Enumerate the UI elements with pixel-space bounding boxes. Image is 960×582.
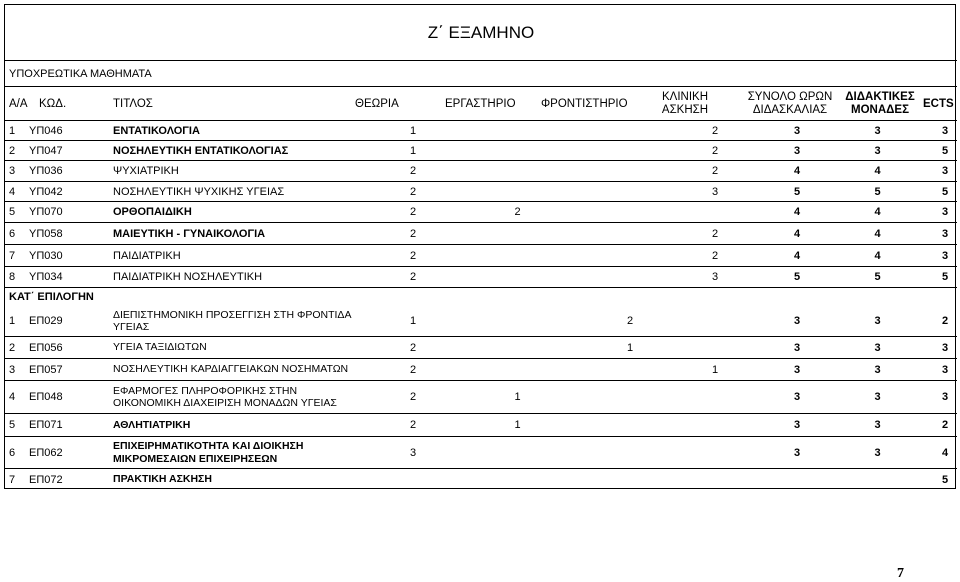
- value-theory: 2: [409, 419, 417, 431]
- table-row: [5, 245, 957, 267]
- header-clinical-line1: ΚΛΙΝΙΚΗ: [661, 90, 709, 103]
- value-tutorial: [615, 141, 645, 160]
- row-number: 5: [9, 419, 16, 431]
- value-units: [865, 469, 890, 490]
- table-row: [5, 359, 957, 381]
- table-row: [5, 381, 957, 414]
- value-ects: 3: [941, 363, 949, 376]
- value-clinical: 2: [711, 165, 719, 177]
- section-required-label: ΥΠΟΧΡΕΩΤΙΚΑ ΜΑΘΗΜΑΤΑ: [9, 67, 152, 80]
- course-title: [113, 359, 363, 380]
- course-title-line1: ΥΓΕΙΑ ΤΑΞΙΔΙΩΤΩΝ: [113, 341, 207, 354]
- value-units: 3: [874, 363, 881, 376]
- course-title: ΟΡΘΟΠΑΙΔΙΚΗ: [113, 206, 192, 218]
- value-total: 3: [793, 419, 801, 431]
- course-title-line1: ΔΙΕΠΙΣΤΗΜΟΝΙΚΗ ΠΡΟΣΕΓΓΙΣΗ ΣΤΗ ΦΡΟΝΤΙΔΑ: [113, 308, 352, 321]
- value-clinical: [705, 437, 725, 468]
- value-lab: [505, 161, 530, 181]
- value-units: 4: [874, 206, 881, 218]
- table-row: [5, 437, 957, 469]
- value-ects: 5: [941, 185, 949, 198]
- value-tutorial: [615, 223, 645, 244]
- value-lab: [505, 469, 530, 490]
- course-title: ΝΟΣΗΛΕΥΤΙΚΗ ΨΥΧΙΚΗΣ ΥΓΕΙΑΣ: [113, 185, 285, 198]
- course-title: ΜΑΙΕΥΤΙΚΗ - ΓΥΝΑΙΚΟΛΟΓΙΑ: [113, 227, 266, 240]
- value-tutorial: 2: [626, 315, 634, 327]
- header-lab: ΕΡΓΑΣΤΗΡΙΟ: [445, 97, 516, 110]
- header-code: ΚΩΔ.: [39, 97, 67, 110]
- section-elective-row: [5, 288, 957, 306]
- value-total: [782, 469, 812, 490]
- value-clinical: [705, 306, 725, 336]
- row-number: 1: [9, 315, 16, 327]
- course-code: ΥΠ034: [29, 271, 63, 283]
- value-lab: [505, 306, 530, 336]
- value-units: 3: [874, 341, 881, 354]
- course-code: ΥΠ070: [29, 206, 63, 218]
- value-total: 4: [793, 206, 801, 218]
- value-total: 3: [793, 144, 801, 157]
- section-elective-label: ΚΑΤ΄ ΕΠΙΛΟΓΗΝ: [9, 291, 94, 303]
- row-number: 1: [9, 124, 16, 137]
- row-number: 4: [9, 185, 16, 198]
- row-number: 2: [9, 144, 16, 157]
- course-code: ΥΠ047: [29, 144, 63, 157]
- header-units-line1: ΔΙΔΑΚΤΙΚΕΣ: [845, 90, 915, 103]
- value-units: 5: [874, 185, 881, 198]
- course-code: ΥΠ036: [29, 165, 63, 177]
- value-tutorial: [615, 414, 645, 436]
- value-theory: 1: [409, 144, 417, 157]
- row-number: 7: [9, 249, 16, 262]
- course-title-line2: ΜΙΚΡΟΜΕΣΑΙΩΝ ΕΠΙΧΕΙΡΗΣΕΩΝ: [113, 452, 278, 465]
- row-number: 6: [9, 227, 16, 240]
- value-lab: [505, 437, 530, 468]
- value-theory: 2: [409, 227, 417, 240]
- header-course: ΤΙΤΛΟΣ: [113, 97, 153, 110]
- value-units: 3: [874, 446, 881, 459]
- value-clinical: 2: [711, 249, 719, 262]
- header-total-line2: ΔΙΔΑΣΚΑΛΙΑΣ: [752, 103, 828, 116]
- course-code: ΕΠ029: [29, 315, 63, 327]
- value-units: 3: [874, 124, 881, 137]
- value-tutorial: [615, 182, 645, 201]
- value-total: 3: [793, 315, 801, 327]
- value-lab: 2: [514, 206, 521, 218]
- value-ects: 3: [941, 391, 949, 403]
- row-number: 3: [9, 165, 16, 177]
- header-tutorial: ΦΡΟΝΤΙΣΤΗΡΙΟ: [541, 97, 628, 110]
- value-ects: 5: [941, 144, 949, 157]
- value-clinical: [705, 202, 725, 222]
- table-row: [5, 141, 957, 161]
- value-clinical: [705, 381, 725, 413]
- value-clinical: 1: [711, 363, 719, 376]
- row-number: 4: [9, 391, 16, 403]
- course-title: [113, 381, 363, 413]
- header-clinical-line2: ΑΣΚΗΣΗ: [661, 103, 709, 116]
- course-code: ΕΠ072: [29, 473, 63, 486]
- table-row: [5, 202, 957, 223]
- course-title: [113, 337, 363, 358]
- value-units: 3: [874, 419, 881, 431]
- value-total: 4: [793, 227, 801, 240]
- value-total: 3: [793, 341, 801, 354]
- table-row: [5, 469, 957, 490]
- course-code: ΥΠ042: [29, 185, 63, 198]
- value-lab: [505, 141, 530, 160]
- value-tutorial: 1: [626, 341, 634, 354]
- row-number: 8: [9, 271, 16, 283]
- row-number: 7: [9, 473, 16, 486]
- value-clinical: 2: [711, 144, 719, 157]
- header-total: [735, 87, 845, 120]
- semester-table: [4, 4, 956, 489]
- value-ects: 3: [941, 206, 949, 218]
- course-title: ΠΑΙΔΙΑΤΡΙΚΗ: [113, 249, 181, 262]
- table-row: [5, 182, 957, 202]
- value-ects: 5: [941, 271, 949, 283]
- value-lab: [505, 182, 530, 201]
- course-title-line2: ΟΙΚΟΝΟΜΙΚΗ ΔΙΑΧΕΙΡΙΣΗ ΜΟΝΑΔΩΝ ΥΓΕΙΑΣ: [113, 397, 337, 409]
- value-clinical: 2: [711, 124, 719, 137]
- value-ects: 3: [941, 341, 949, 354]
- column-header-row: [5, 87, 957, 121]
- value-clinical: 3: [711, 271, 719, 283]
- value-ects: 3: [941, 124, 949, 137]
- table-row: [5, 306, 957, 337]
- course-code: ΥΠ046: [29, 124, 63, 137]
- value-clinical: 2: [711, 227, 719, 240]
- value-lab: [505, 223, 530, 244]
- value-lab: [505, 121, 530, 140]
- value-lab: [505, 245, 530, 266]
- value-theory: 1: [409, 124, 417, 137]
- value-tutorial: [615, 381, 645, 413]
- course-title-line1: ΝΟΣΗΛΕΥΤΙΚΗ ΚΑΡΔΙΑΓΓΕΙΑΚΩΝ ΝΟΣΗΜΑΤΩΝ: [113, 363, 349, 376]
- table-row: [5, 223, 957, 245]
- value-theory: 2: [409, 271, 417, 283]
- course-title: ΠΑΙΔΙΑΤΡΙΚΗ ΝΟΣΗΛΕΥΤΙΚΗ: [113, 271, 263, 283]
- value-total: 3: [793, 363, 801, 376]
- value-lab: [505, 337, 530, 358]
- table-row: [5, 414, 957, 437]
- header-theory: ΘΕΩΡΙΑ: [355, 97, 399, 110]
- course-title: ΨΥΧΙΑΤΡΙΚΗ: [113, 165, 179, 177]
- value-ects: 5: [941, 473, 949, 486]
- value-tutorial: [615, 161, 645, 181]
- page-number: 7: [897, 566, 904, 581]
- course-title-line1: ΠΡΑΚΤΙΚΗ ΑΣΚΗΣΗ: [113, 473, 212, 486]
- table-row: [5, 337, 957, 359]
- row-number: 3: [9, 363, 16, 376]
- course-code: ΕΠ048: [29, 391, 63, 403]
- header-total-line1: ΣΥΝΟΛΟ ΩΡΩΝ: [747, 90, 833, 103]
- row-number: 5: [9, 206, 16, 218]
- value-theory: 2: [409, 391, 417, 403]
- row-number: 2: [9, 341, 16, 354]
- value-clinical: 3: [711, 185, 719, 198]
- course-code: ΥΠ030: [29, 249, 63, 262]
- course-title-line1: ΑΘΛΗΤΙΑΤΡΙΚΗ: [113, 418, 191, 431]
- value-tutorial: [615, 121, 645, 140]
- course-title-line1: ΕΦΑΡΜΟΓΕΣ ΠΛΗΡΟΦΟΡΙΚΗΣ ΣΤΗΝ: [113, 384, 298, 397]
- value-theory: 2: [409, 185, 417, 198]
- value-theory: 2: [409, 206, 417, 218]
- course-title: [113, 437, 363, 468]
- table-row: [5, 267, 957, 288]
- value-ects: 3: [941, 249, 949, 262]
- value-theory: [403, 469, 423, 490]
- course-code: ΕΠ056: [29, 341, 63, 354]
- value-total: 4: [793, 165, 801, 177]
- value-ects: 2: [941, 419, 949, 431]
- value-tutorial: [615, 469, 645, 490]
- value-theory: 2: [409, 341, 417, 354]
- course-title: [113, 414, 363, 436]
- value-units: 4: [874, 249, 881, 262]
- value-ects: 4: [941, 446, 949, 459]
- value-tutorial: [615, 437, 645, 468]
- course-code: ΕΠ057: [29, 363, 63, 376]
- section-required-row: [5, 61, 957, 87]
- header-units: [835, 87, 925, 120]
- course-title: [113, 469, 363, 490]
- value-lab: [505, 267, 530, 287]
- value-total: 3: [793, 446, 801, 459]
- header-units-line2: ΜΟΝΑΔΕΣ: [851, 103, 909, 116]
- value-units: 5: [874, 271, 881, 283]
- value-theory: 3: [409, 446, 417, 459]
- value-theory: 2: [409, 249, 417, 262]
- value-tutorial: [615, 359, 645, 380]
- value-lab: 1: [514, 391, 521, 403]
- value-lab: 1: [514, 419, 521, 431]
- header-ects: ECTS: [923, 97, 954, 110]
- course-title-line2: ΥΓΕΙΑΣ: [113, 321, 150, 333]
- value-total: 3: [793, 124, 801, 137]
- course-title: ΕΝΤΑΤΙΚΟΛΟΓΙΑ: [113, 124, 200, 137]
- value-units: 4: [874, 227, 881, 240]
- value-units: 3: [874, 144, 881, 157]
- value-clinical: [705, 337, 725, 358]
- value-theory: 2: [409, 363, 417, 376]
- table-row: [5, 161, 957, 182]
- course-code: ΥΠ058: [29, 227, 63, 240]
- value-theory: 2: [409, 165, 417, 177]
- header-aa: Α/Α: [9, 97, 28, 110]
- value-tutorial: [615, 202, 645, 222]
- value-units: 3: [874, 391, 881, 403]
- course-code: ΕΠ062: [29, 446, 63, 459]
- value-total: 3: [793, 391, 801, 403]
- value-ects: 2: [941, 315, 949, 327]
- header-clinical: [650, 87, 720, 120]
- course-title-line1: ΕΠΙΧΕΙΡΗΜΑΤΙΚΟΤΗΤΑ ΚΑΙ ΔΙΟΙΚΗΣΗ: [113, 440, 304, 452]
- value-lab: [505, 359, 530, 380]
- value-clinical: [705, 414, 725, 436]
- course-title: [113, 306, 363, 336]
- value-total: 4: [793, 249, 801, 262]
- value-theory: 1: [409, 315, 417, 327]
- course-code: ΕΠ071: [29, 419, 63, 431]
- semester-title: Ζ΄ ΕΞΑΜΗΝΟ: [5, 5, 957, 61]
- row-number: 6: [9, 446, 16, 459]
- value-total: 5: [793, 271, 801, 283]
- value-total: 5: [793, 185, 801, 198]
- value-tutorial: [615, 245, 645, 266]
- course-title: ΝΟΣΗΛΕΥΤΙΚΗ ΕΝΤΑΤΙΚΟΛΟΓΙΑΣ: [113, 144, 289, 157]
- value-ects: 3: [941, 165, 949, 177]
- table-row: [5, 121, 957, 141]
- value-units: 3: [874, 315, 881, 327]
- value-units: 4: [874, 165, 881, 177]
- value-tutorial: [615, 267, 645, 287]
- value-clinical: [705, 469, 725, 490]
- value-ects: 3: [941, 227, 949, 240]
